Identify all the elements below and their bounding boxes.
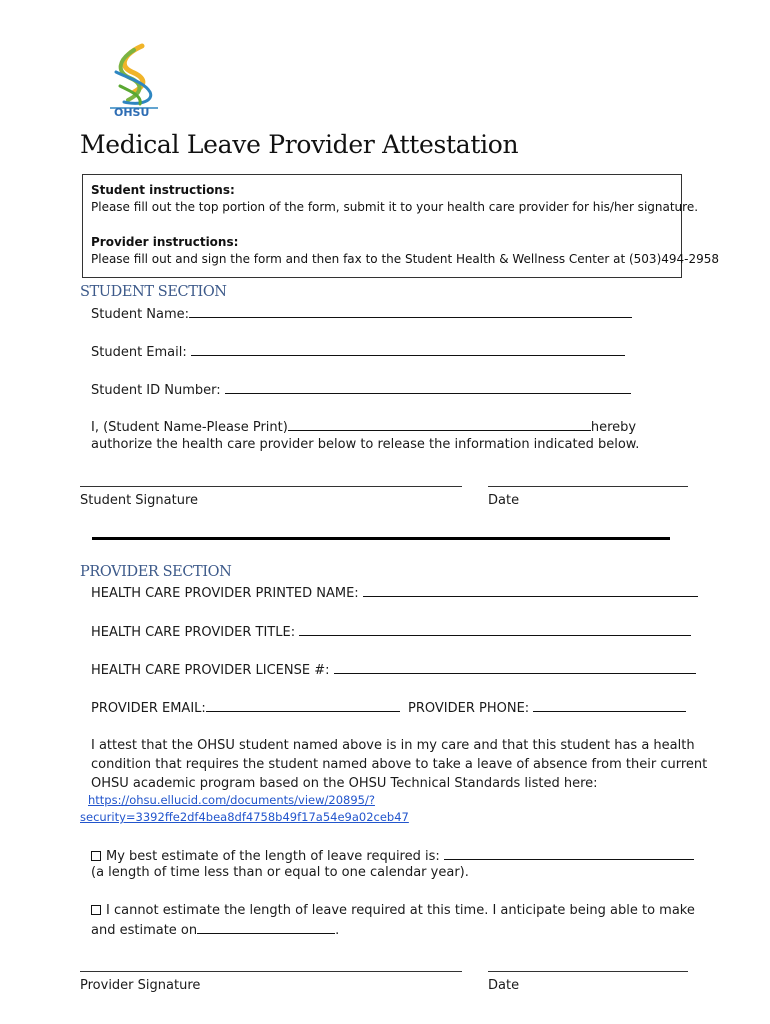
provider-license-row [91,661,696,678]
student-date-label: Date [488,493,520,508]
provider-title-label: HEALTH CARE PROVIDER TITLE: [91,625,296,640]
authorization-line2: authorize the health care provider below to release the information indicated below. [91,437,640,452]
student-name-row [91,305,632,322]
provider-phone-field[interactable] [533,699,686,712]
page-title: Medical Leave Provider Attestation [80,130,519,159]
logo-text: OHSU [114,106,150,119]
student-instructions-heading: Student instructions: [91,183,235,197]
student-email-field[interactable] [191,343,625,356]
anticipated-date-field[interactable] [197,921,335,934]
technical-standards-link-cont[interactable]: security=3392ffe2df4bea8df4758b49f17a54e9a02ceb47 [80,810,409,824]
provider-date-line[interactable] [488,971,688,972]
student-signature-line[interactable] [80,486,462,487]
provider-section-heading: PROVIDER SECTION [80,564,232,580]
student-id-row [91,381,631,398]
instructions-box [82,174,720,278]
student-signature-label: Student Signature [80,493,199,508]
cannot-estimate-row [91,903,695,918]
attestation-line2: condition that requires the student named above to take a leave of absence from their current [91,757,708,772]
provider-name-field[interactable] [363,584,698,597]
provider-signature-line[interactable] [80,971,462,972]
estimate-note: (a length of time less than or equal to one calendar year). [91,865,469,880]
provider-date-label: Date [488,978,520,993]
student-date-line[interactable] [488,486,688,487]
section-divider [92,537,670,540]
student-instructions-text: Please fill out the top portion of the form, submit it to your health care provider for his/her signature. [91,200,699,214]
student-name-field[interactable] [189,305,632,318]
provider-email-label: PROVIDER EMAIL: [91,701,206,716]
provider-phone-row [408,699,686,716]
student-id-label: Student ID Number: [91,383,221,398]
provider-license-label: HEALTH CARE PROVIDER LICENSE #: [91,663,330,678]
student-id-field[interactable] [225,381,631,394]
attestation-line3: OHSU academic program based on the OHSU Technical Standards listed here: [91,776,598,791]
authorization-name-field[interactable] [288,418,591,431]
student-name-label: Student Name: [91,307,190,322]
provider-instructions-text: Please fill out and sign the form and then fax to the Student Health & Wellness Center at (503)494-2958 [91,252,720,266]
cannot-estimate-checkbox[interactable] [91,905,101,915]
student-email-row [91,343,625,360]
provider-instructions-heading: Provider instructions: [91,235,239,249]
authorization-row [91,418,636,435]
student-email-label: Student Email: [91,345,187,360]
provider-name-label: HEALTH CARE PROVIDER PRINTED NAME: [91,586,359,601]
provider-name-row [91,584,698,601]
provider-title-row [91,623,691,640]
attestation-line1: I attest that the OHSU student named above is in my care and that this student has a health [91,738,695,753]
cannot-estimate-label: I cannot estimate the length of leave required at this time. I anticipate being able to make [106,903,695,918]
provider-email-field[interactable] [206,699,400,712]
student-section-heading: STUDENT SECTION [80,284,227,300]
provider-license-field[interactable] [334,661,696,674]
estimate-field[interactable] [444,847,694,860]
provider-signature-label: Provider Signature [80,978,201,993]
provider-phone-label: PROVIDER PHONE: [408,701,530,716]
authorization-prefix: I, (Student Name-Please Print) [91,420,288,435]
technical-standards-link[interactable]: https://ohsu.ellucid.com/documents/view/20895/? [88,793,375,807]
estimate-label: My best estimate of the length of leave required is: [106,849,440,864]
ohsu-logo [104,42,164,122]
estimate-row [91,847,694,864]
provider-email-row [91,699,400,716]
authorization-suffix: hereby [590,420,637,435]
estimate-checkbox[interactable] [91,851,101,861]
cannot-estimate-row2 [91,921,339,938]
provider-title-field[interactable] [299,623,691,636]
cannot-estimate-end: . [335,923,340,938]
cannot-estimate-line2: and estimate on [91,923,198,938]
